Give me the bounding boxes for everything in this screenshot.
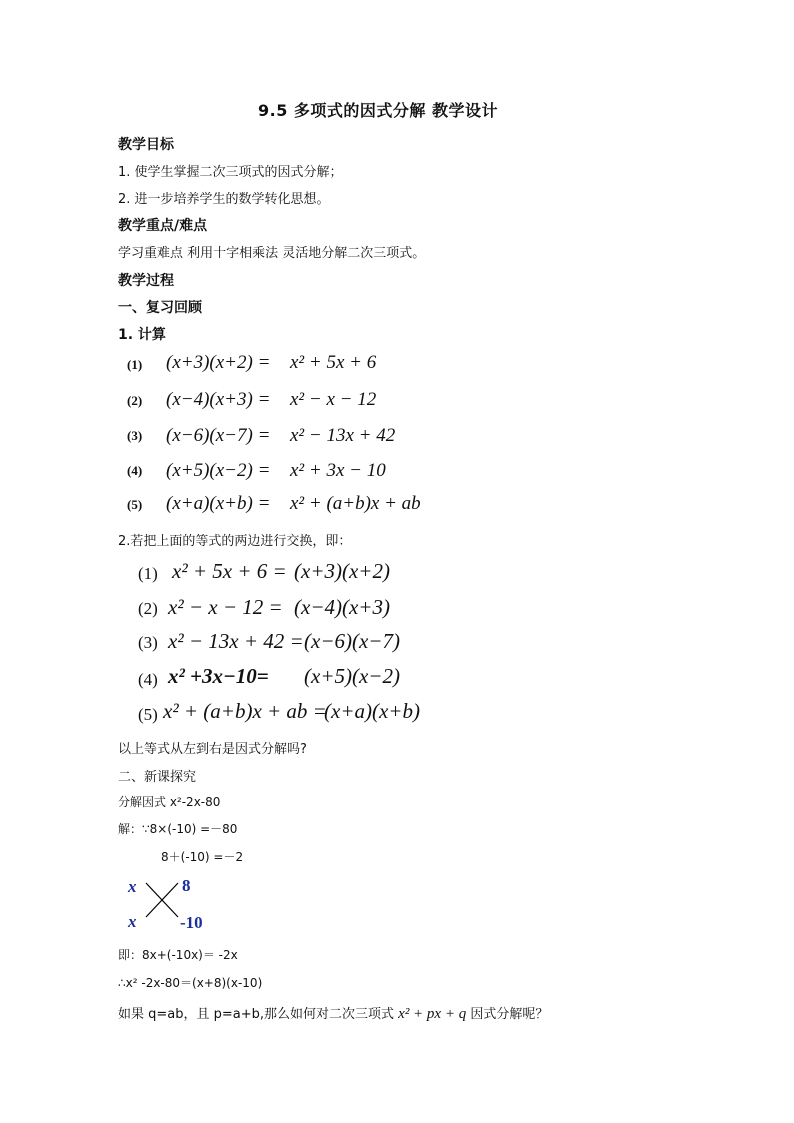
swap-label: (3) — [138, 633, 158, 652]
cross-top-right: 8 — [182, 876, 191, 895]
swap-rhs: (x+3)(x+2) — [294, 559, 390, 583]
final-question-part: 因式分解呢？ — [470, 1007, 549, 1022]
goal-item: 2. 进一步培养学生的数学转化思想。 — [118, 192, 330, 207]
calc-rhs: x² + (a+b)x + ab — [290, 493, 421, 514]
result-line: 即：8x+(-10x)＝ -2x — [118, 948, 238, 962]
final-question-part: 如果 q=ab，且 p=a+b,那么如何对二次三项式 — [118, 1007, 395, 1022]
goals-heading: 教学目标 — [118, 137, 174, 153]
swap-text: 2.若把上面的等式的两边进行交换，即： — [118, 534, 352, 549]
calc-label: (2) — [127, 393, 143, 408]
final-question — [118, 1003, 548, 1023]
calc-lhs: (x+3)(x+2) = — [166, 352, 271, 373]
calc-label: (5) — [127, 497, 143, 512]
swap-rhs: (x−6)(x−7) — [304, 629, 400, 653]
key-text: 学习重难点 利用十字相乘法 灵活地分解二次三项式。 — [118, 246, 426, 261]
calc-rhs: x² − x − 12 — [290, 389, 377, 410]
swap-rhs: (x+a)(x+b) — [324, 699, 420, 723]
cross-bottom-left: x — [128, 912, 137, 931]
swap-label: (4) — [138, 670, 158, 689]
swap-label: (5) — [138, 705, 158, 724]
calc-lhs: (x−6)(x−7) = — [166, 425, 271, 446]
swap-lhs: x² +3x−10= — [168, 664, 269, 688]
new-section-heading: 二、新课探究 — [118, 770, 197, 785]
swap-rhs: (x+5)(x−2) — [304, 664, 400, 688]
calc-label: (1) — [127, 357, 143, 372]
review-heading: 一、复习回顾 — [118, 300, 202, 316]
key-heading: 教学重点/难点 — [118, 218, 208, 234]
calc-lhs: (x−4)(x+3) = — [166, 389, 271, 410]
calc-lhs: (x+a)(x+b) = — [166, 493, 271, 514]
calc-label: (4) — [127, 463, 143, 478]
cross-lines — [143, 880, 181, 920]
swap-rhs: (x−4)(x+3) — [294, 595, 390, 619]
factor-prompt: 分解因式 x²-2x-80 — [118, 795, 221, 809]
process-heading: 教学过程 — [118, 273, 174, 289]
cross-top-left: x — [128, 877, 137, 896]
calc-rhs: x² + 5x + 6 — [290, 352, 377, 373]
swap-lhs: x² + 5x + 6 = — [172, 559, 287, 583]
swap-lhs: x² + (a+b)x + ab = — [163, 699, 327, 723]
calc-rhs: x² + 3x − 10 — [290, 460, 386, 481]
swap-lhs: x² − 13x + 42 = — [168, 629, 304, 653]
final-question-math: x² + px + q — [398, 1006, 467, 1022]
calc-label: (3) — [127, 428, 143, 443]
document-title: 9.5 多项式的因式分解 教学设计 — [258, 101, 498, 120]
goal-item: 1. 使学生掌握二次三项式的因式分解； — [118, 165, 343, 180]
swap-label: (2) — [138, 599, 158, 618]
calc-lhs: (x+5)(x−2) = — [166, 460, 271, 481]
swap-label: (1) — [138, 564, 158, 583]
swap-lhs: x² − x − 12 = — [168, 595, 283, 619]
cross-bottom-right: -10 — [180, 913, 203, 932]
solution-line: 解：∵8×(-10) =－80 — [118, 822, 238, 836]
calc-rhs: x² − 13x + 42 — [290, 425, 396, 446]
solution-line: 8＋(-10) =－2 — [161, 850, 244, 864]
result-line: ∴x² -2x-80＝(x+8)(x-10) — [118, 976, 263, 990]
question-text: 以上等式从左到右是因式分解吗? — [118, 742, 307, 757]
calc-heading: 1. 计算 — [118, 327, 166, 343]
